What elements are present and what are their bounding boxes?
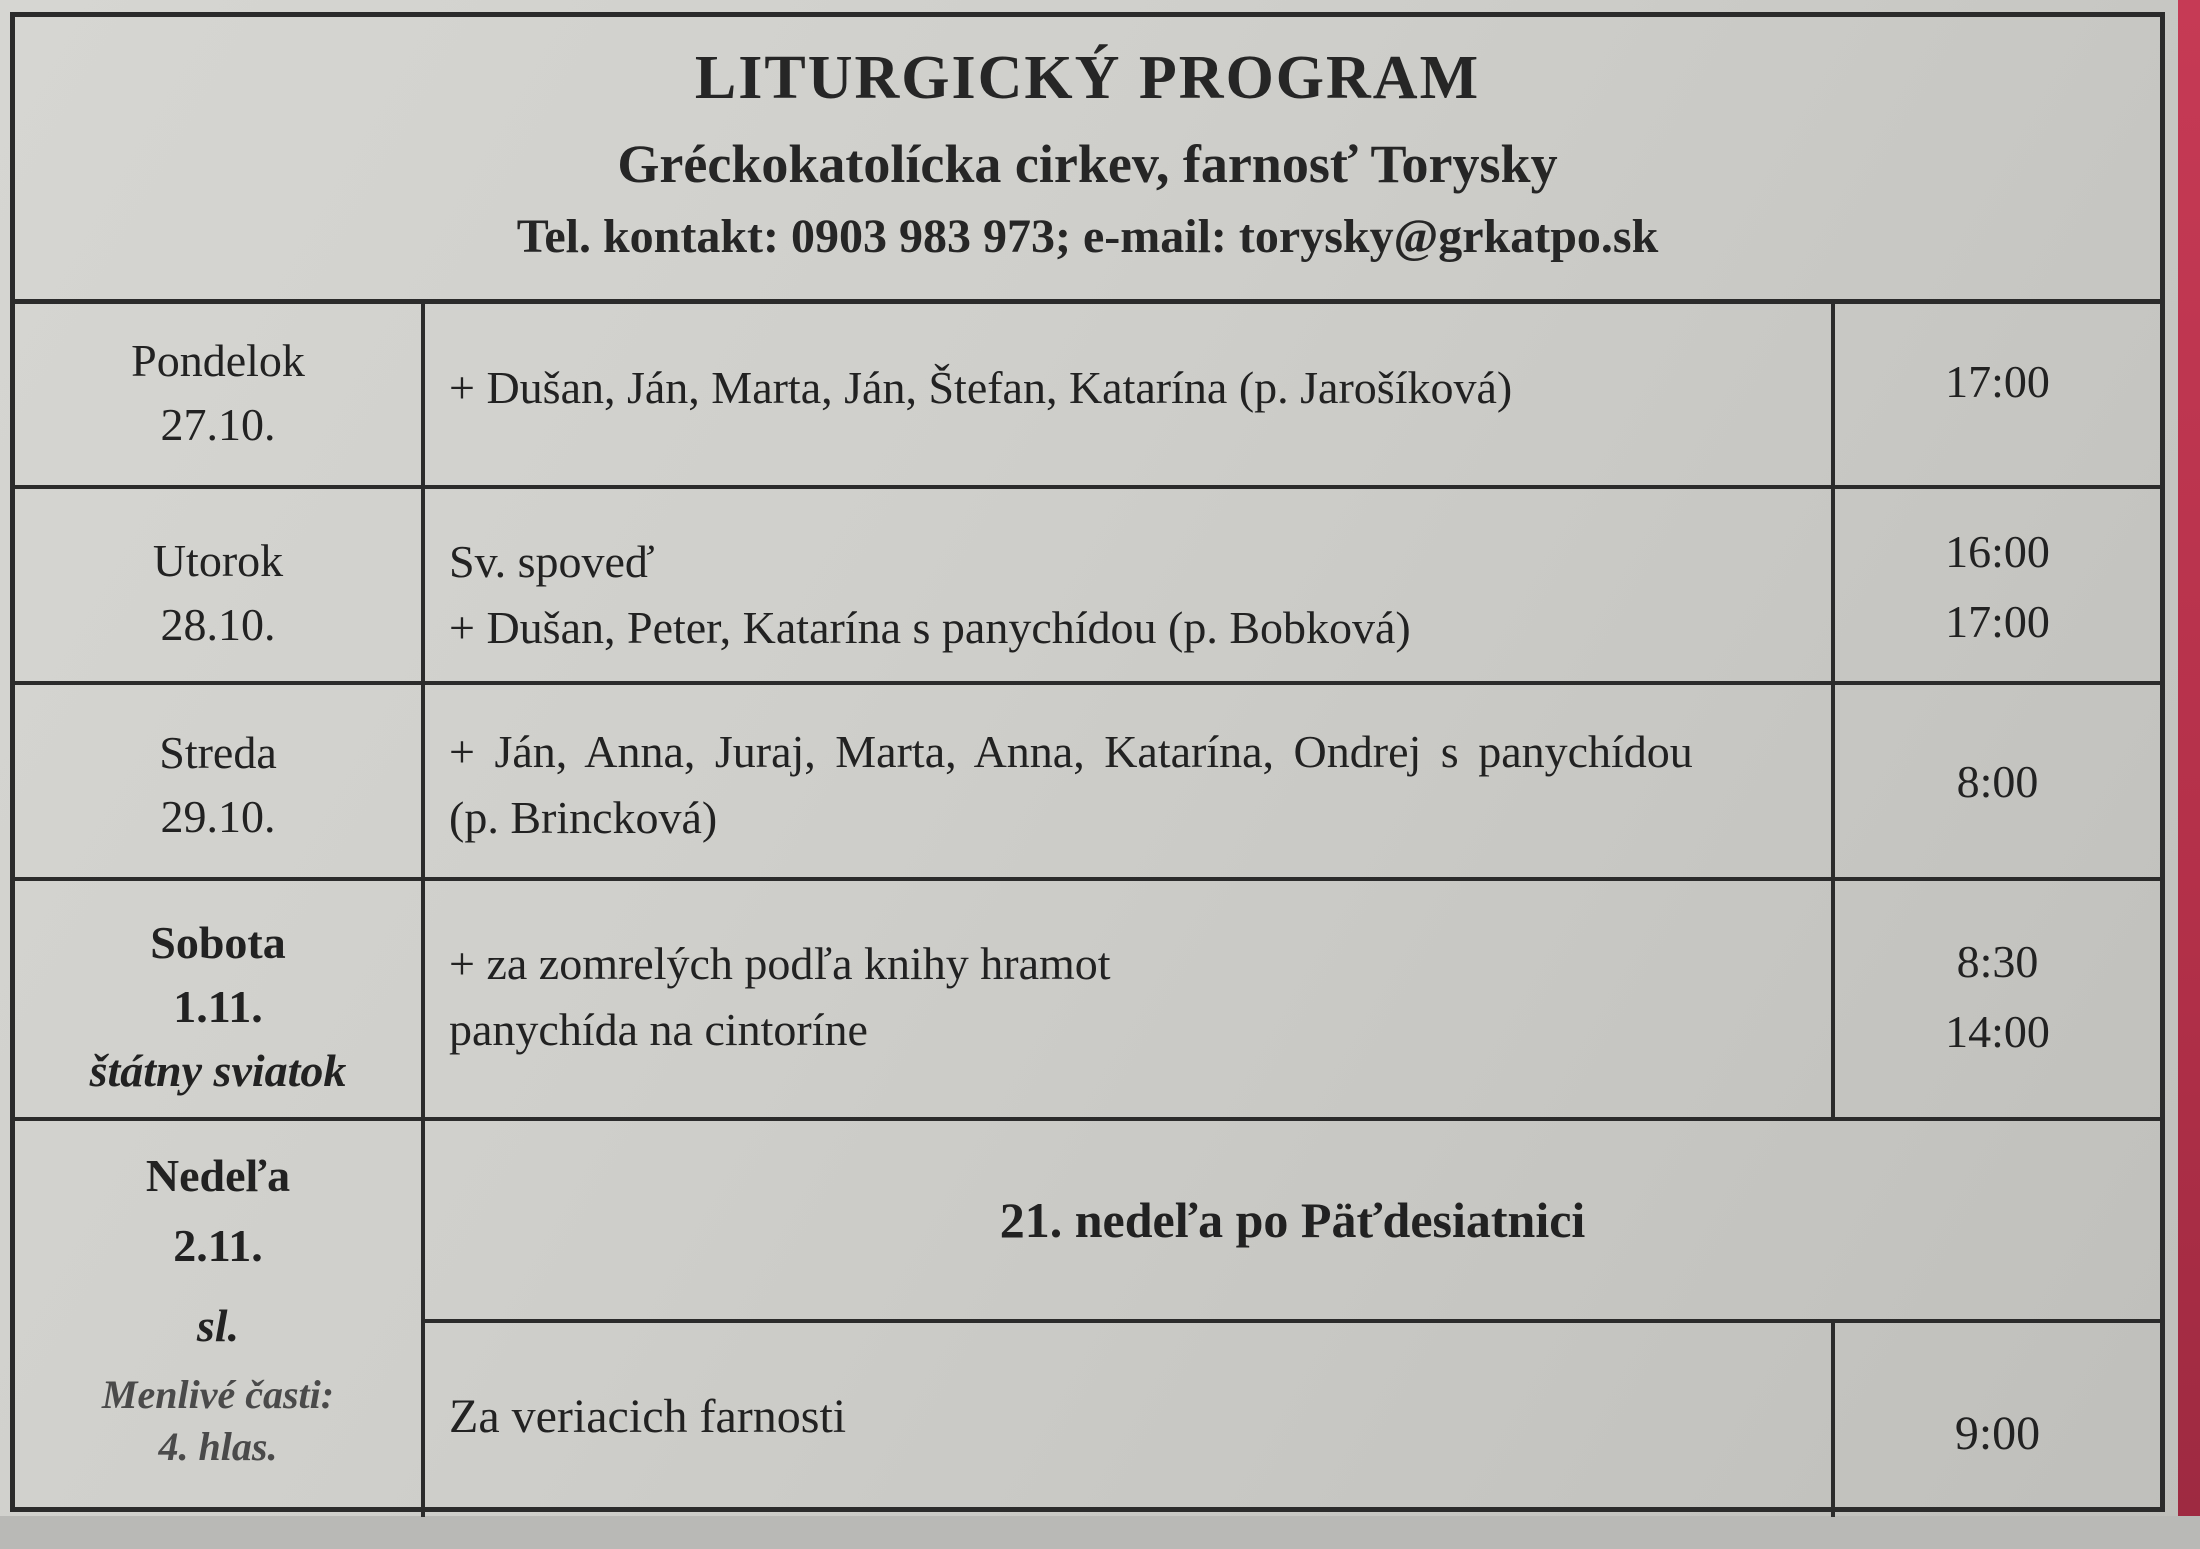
intention-cell <box>425 1319 1835 1517</box>
time-cell <box>1835 299 2160 485</box>
day-name: Utorok <box>152 535 284 586</box>
program-header <box>15 17 2160 304</box>
time-value: 8:30 <box>1956 936 2039 987</box>
table-row <box>15 685 2160 881</box>
intention-text: Sv. spoveď <box>449 536 655 587</box>
day-cell <box>15 685 425 877</box>
table-row <box>15 489 2160 685</box>
holiday-note: štátny sviatok <box>89 1045 347 1096</box>
program-table <box>10 12 2165 1512</box>
time-cell <box>1835 881 2160 1117</box>
day-date: 29.10. <box>160 791 276 842</box>
table-row <box>15 1121 2160 1517</box>
tone-note: 4. hlas. <box>158 1424 278 1469</box>
sunday-heading: 21. nedeľa po Päťdesiatnici <box>425 1121 2160 1323</box>
table-row <box>15 299 2160 489</box>
intention-text: Za veriacich farnosti <box>449 1390 847 1443</box>
red-background-edge <box>2178 0 2200 1516</box>
contact-line: Tel. kontakt: 0903 983 973; e-mail: torysky@grkatpo.sk <box>516 210 1659 263</box>
time-cell <box>1835 685 2160 877</box>
day-cell <box>15 881 425 1117</box>
time-value: 16:00 <box>1945 526 2050 577</box>
time-value: 8:00 <box>1956 756 2039 807</box>
day-cell <box>15 489 425 681</box>
day-cell <box>15 299 425 485</box>
day-cell <box>15 1121 425 1517</box>
intention-cell <box>425 881 1835 1117</box>
variable-parts-label: Menlivé časti: <box>101 1372 335 1417</box>
time-value: 9:00 <box>1954 1407 2041 1460</box>
time-cell <box>1835 489 2160 681</box>
intention-text: panychída na cintoríne <box>449 1004 868 1055</box>
intention-cell <box>425 489 1835 681</box>
day-date: 1.11. <box>173 981 263 1032</box>
day-name: Nedeľa <box>145 1150 291 1201</box>
intention-cell <box>425 685 1835 877</box>
day-name: Sobota <box>150 917 286 968</box>
parish-name: Gréckokatolícka cirkev, farnosť Torysky <box>617 134 1558 194</box>
day-date: 28.10. <box>160 599 276 650</box>
table-row <box>15 881 2160 1121</box>
time-value: 17:00 <box>1945 596 2050 647</box>
time-value: 14:00 <box>1945 1006 2050 1057</box>
intention-text: + Dušan, Ján, Marta, Ján, Štefan, Katarína (p. Jarošíková) <box>449 362 1513 413</box>
intention-text: + za zomrelých podľa knihy hramot <box>449 938 1111 989</box>
intention-text: (p. Brincková) <box>449 792 718 843</box>
time-cell <box>1835 1319 2160 1517</box>
feast-note: sl. <box>196 1300 240 1351</box>
intention-cell <box>425 299 1835 485</box>
day-date: 2.11. <box>173 1220 263 1271</box>
time-value: 17:00 <box>1945 356 2050 407</box>
day-name: Pondelok <box>131 335 305 386</box>
day-name: Streda <box>159 727 277 778</box>
intention-text: + Dušan, Peter, Katarína s panychídou (p. Bobková) <box>449 602 1411 653</box>
page-title: LITURGICKÝ PROGRAM <box>694 44 1481 112</box>
day-date: 27.10. <box>160 399 276 450</box>
intention-text: + Ján, Anna, Juraj, Marta, Anna, Katarína, Ondrej s panychídou <box>449 726 1693 777</box>
